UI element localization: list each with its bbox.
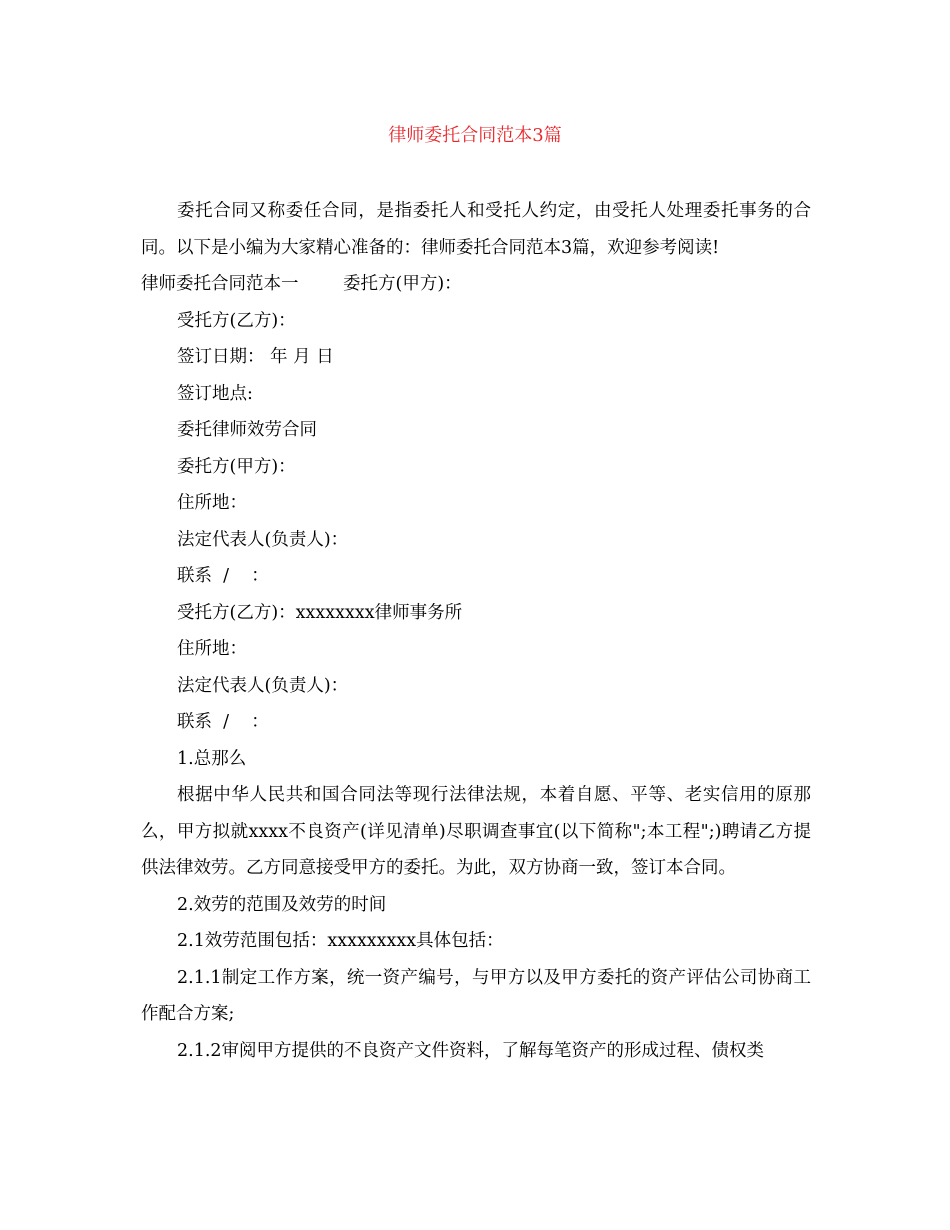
document-title: 律师委托合同范本3篇 bbox=[388, 125, 562, 146]
paragraph: 签订日期： 年 月 日 bbox=[177, 347, 334, 367]
paragraph: 委托合同又称委任合同，是指委托人和受托人约定，由受托人处理委托事务的合同。以下是小编为大家精心准备的：律师委托合同范本3篇，欢迎参考阅读! bbox=[141, 201, 811, 258]
paragraph: 2.1.1制定工作方案，统一资产编号，与甲方以及甲方委托的资产评估公司协商工作配合方案; bbox=[141, 967, 811, 1024]
paragraph: 受托方(乙方)：xxxxxxxx律师事务所 bbox=[177, 602, 463, 623]
paragraph: 2.效劳的范围及效劳的时间 bbox=[177, 894, 387, 915]
paragraph: 2.1效劳范围包括：xxxxxxxxx具体包括： bbox=[177, 931, 504, 951]
paragraph: 律师委托合同范本一 委托方(甲方)： bbox=[141, 274, 462, 294]
paragraph: 委托律师效劳合同 bbox=[177, 420, 317, 440]
paragraph: 法定代表人(负责人)： bbox=[177, 675, 349, 696]
paragraph: 签订地点: bbox=[177, 383, 253, 404]
paragraph: 住所地： bbox=[177, 493, 247, 513]
document-body bbox=[141, 193, 811, 1069]
paragraph: 联系 / ： bbox=[177, 566, 269, 586]
paragraph: 住所地： bbox=[177, 639, 247, 659]
paragraph: 法定代表人(负责人)： bbox=[177, 529, 349, 550]
paragraph: 1.总那么 bbox=[177, 748, 247, 769]
paragraph: 联系 / ： bbox=[177, 712, 269, 732]
paragraph: 受托方(乙方)： bbox=[177, 310, 296, 331]
paragraph: 2.1.2审阅甲方提供的不良资产文件资料，了解每笔资产的形成过程、债权类 bbox=[177, 1040, 765, 1061]
paragraph: 委托方(甲方)： bbox=[177, 456, 296, 477]
paragraph: 根据中华人民共和国合同法等现行法律法规，本着自愿、平等、老实信用的原那么，甲方拟就xxxx不良资产(详见清单)尽职调查事宜(以下简称";本工程";)聘请乙方提供法律效劳。乙方同意接受甲方的委托。为此，双方协商一致，签订本合同。 bbox=[141, 785, 811, 878]
